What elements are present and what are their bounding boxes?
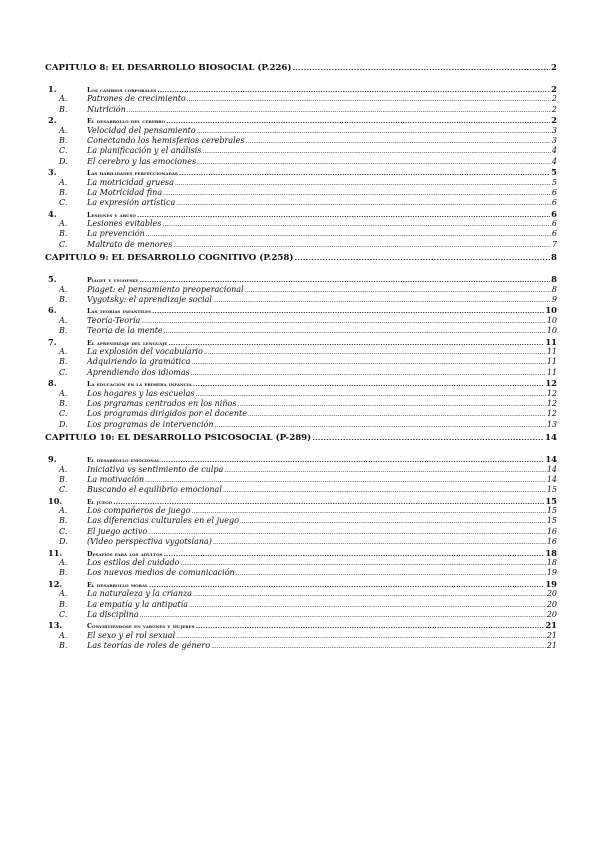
page-number: 14: [546, 464, 557, 474]
toc-subsection[interactable]: [45, 178, 557, 188]
page-number: 21: [546, 630, 557, 640]
toc-section[interactable]: [45, 84, 557, 94]
leader-dots: [179, 174, 550, 175]
toc-subsection[interactable]: [45, 537, 557, 547]
page-number: 12: [546, 388, 557, 398]
page-number: 2: [551, 115, 557, 126]
subsection-letter: B.: [59, 326, 68, 336]
subsection-letter: B.: [59, 599, 68, 609]
toc-subsection[interactable]: [45, 188, 557, 198]
section-number: 2.: [48, 115, 57, 126]
toc-section[interactable]: [45, 167, 557, 177]
leader-dots: [127, 111, 551, 112]
leader-dots: [292, 69, 550, 70]
toc-subsection[interactable]: [45, 465, 557, 475]
section-number: 13.: [48, 620, 63, 631]
subsection-letter: B.: [59, 516, 68, 526]
subsection-letter: A.: [59, 558, 68, 568]
subsection-letter: A.: [59, 346, 68, 356]
section-number: 8.: [48, 378, 57, 389]
subsection-title: La planificación y el análisis: [87, 146, 202, 156]
leader-dots: [148, 533, 546, 534]
toc-subsection[interactable]: [45, 368, 557, 378]
section-title: Piaget y vygotsky: [87, 277, 139, 285]
page-number: 13: [546, 419, 557, 429]
leader-dots: [248, 415, 546, 416]
subsection-title: (Video perspectiva vygotsiana): [87, 537, 212, 547]
subsection-title: Patrones de crecimiento: [87, 94, 186, 104]
page-number: 6: [551, 219, 557, 229]
leader-dots: [157, 91, 550, 92]
leader-dots: [146, 235, 551, 236]
leader-dots: [189, 606, 546, 607]
page-number: 19: [546, 568, 557, 578]
toc-section[interactable]: [45, 496, 557, 506]
page-number: 12: [546, 409, 557, 419]
toc-subsection[interactable]: [45, 126, 557, 136]
leader-dots: [237, 405, 545, 406]
subsection-title: Maltrato de menores: [87, 239, 173, 249]
leader-dots: [176, 204, 551, 205]
page-number: 2: [551, 94, 557, 104]
page-number: 6: [551, 198, 557, 208]
toc-subsection[interactable]: [45, 399, 557, 409]
section-title: La educación en la primera infancia: [87, 381, 192, 389]
subsection-title: Los hogares y las escuelas: [87, 388, 195, 398]
page-number: 20: [546, 589, 557, 599]
toc-subsection[interactable]: [45, 389, 557, 399]
page-number: 11: [546, 367, 557, 377]
toc-subsection[interactable]: [45, 198, 557, 208]
leader-dots: [223, 491, 546, 492]
section-number: 9.: [48, 454, 57, 465]
toc-subsection[interactable]: [45, 409, 557, 419]
section-number: 5.: [48, 274, 57, 285]
toc-subsection[interactable]: [45, 506, 557, 516]
leader-dots: [180, 564, 545, 565]
subsection-title: Adquiriendo la gramática: [87, 357, 191, 367]
subsection-letter: B.: [59, 641, 68, 651]
subsection-letter: B.: [59, 474, 68, 484]
subsection-title: La disciplina: [87, 609, 139, 619]
toc-subsection[interactable]: [45, 610, 557, 620]
subsection-letter: A.: [59, 219, 68, 229]
leader-dots: [202, 152, 551, 153]
page-number: 18: [546, 558, 557, 568]
subsection-letter: B.: [59, 295, 68, 305]
subsection-letter: C.: [59, 239, 68, 249]
leader-dots: [213, 543, 546, 544]
page-number: 11: [545, 336, 557, 347]
page-number: 7: [551, 239, 557, 249]
leader-dots: [168, 344, 544, 345]
toc-subsection[interactable]: [45, 641, 557, 651]
leader-dots: [187, 100, 551, 101]
section-title: Las teorías infantiles: [87, 308, 151, 316]
section-title: Lesiones y abuso: [87, 211, 136, 219]
section-title: Las habilidades perfeccionadas: [87, 170, 178, 178]
page-number: 2: [551, 104, 557, 114]
toc-section[interactable]: [45, 378, 557, 388]
subsection-letter: A.: [59, 284, 68, 294]
toc-subsection[interactable]: [45, 146, 557, 156]
toc-chapter[interactable]: [45, 433, 557, 448]
subsection-title: Los compañeros de juego: [87, 506, 191, 516]
page-number: 4: [551, 146, 557, 156]
leader-dots: [161, 461, 545, 462]
toc-section[interactable]: [45, 209, 557, 219]
subsection-title: El sexo y el rol sexual: [87, 630, 176, 640]
leader-dots: [145, 481, 546, 482]
section-number: 6.: [48, 305, 57, 316]
toc-subsection[interactable]: [45, 600, 557, 610]
subsection-title: La explosión del vocabulario: [87, 346, 203, 356]
toc-subsection[interactable]: [45, 136, 557, 146]
subsection-letter: B.: [59, 187, 68, 197]
toc-section[interactable]: [45, 274, 557, 284]
subsection-title: Las teorías de roles de género: [87, 641, 211, 651]
page-number: 8: [551, 284, 557, 294]
subsection-letter: B.: [59, 568, 68, 578]
toc-subsection[interactable]: [45, 357, 557, 367]
leader-dots: [149, 586, 544, 587]
subsection-title: Piaget: el pensamiento preoperacional: [87, 284, 244, 294]
subsection-letter: B.: [59, 229, 68, 239]
subsection-letter: A.: [59, 464, 68, 474]
page-number: 10: [546, 315, 557, 325]
section-title: El juego: [87, 498, 113, 506]
subsection-title: La naturaleza y la crianza: [87, 589, 193, 599]
subsection-title: El cerebro y las emociones: [87, 156, 197, 166]
page-number: 11: [546, 346, 557, 356]
toc-subsection[interactable]: [45, 285, 557, 295]
page-number: 12: [545, 378, 557, 389]
leader-dots: [162, 225, 551, 226]
subsection-letter: C.: [59, 526, 68, 536]
toc-chapter[interactable]: [45, 253, 557, 268]
leader-dots: [140, 616, 546, 617]
leader-dots: [196, 395, 546, 396]
leader-dots: [224, 471, 546, 472]
leader-dots: [245, 291, 551, 292]
subsection-letter: C.: [59, 485, 68, 495]
subsection-title: Velocidad del pensamiento: [87, 125, 196, 135]
page-number: 12: [546, 398, 557, 408]
toc-section[interactable]: [45, 305, 557, 315]
leader-dots: [164, 555, 545, 556]
subsection-title: La motricidad gruesa: [87, 177, 174, 187]
section-title: El desarrollo moral: [87, 581, 148, 589]
subsection-title: Iniciativa vs sentimiento de culpa: [87, 464, 224, 474]
page-number: 15: [546, 485, 557, 495]
toc-subsection[interactable]: [45, 295, 557, 305]
toc-subsection[interactable]: [45, 219, 557, 229]
subsection-letter: A.: [59, 177, 68, 187]
page-number: 8: [551, 253, 557, 264]
section-number: 3.: [48, 167, 57, 178]
subsection-letter: D.: [59, 419, 68, 429]
subsection-letter: C.: [59, 367, 68, 377]
leader-dots: [236, 574, 546, 575]
section-title: Los cambios corporales: [87, 87, 157, 94]
subsection-letter: D.: [59, 537, 68, 547]
subsection-title: Teoría de la mente: [87, 326, 163, 336]
page-number: 9: [551, 295, 557, 305]
toc-subsection[interactable]: [45, 527, 557, 537]
leader-dots: [197, 132, 551, 133]
toc-subsection[interactable]: [45, 94, 557, 104]
leader-dots: [152, 312, 544, 313]
chapter-title: CAPÍTULO 8: EL DESARROLLO BIOSOCIAL (P.226): [45, 63, 292, 73]
leader-dots: [137, 216, 550, 217]
toc-section[interactable]: [45, 579, 557, 589]
page-number: 4: [551, 156, 557, 166]
leader-dots: [215, 426, 546, 427]
page-number: 16: [546, 526, 557, 536]
section-title: Convirtiéndose en varones y mujeres: [87, 623, 195, 631]
page-number: 21: [545, 620, 557, 631]
leader-dots: [191, 374, 546, 375]
leader-dots: [139, 281, 550, 282]
subsection-letter: B.: [59, 104, 68, 114]
section-number: 12.: [48, 578, 63, 589]
leader-dots: [193, 595, 546, 596]
chapter-title: CAPÍTULO 10: EL DESARROLLO PSICOSOCIAL (P-289): [45, 433, 312, 444]
page-number: 6: [551, 208, 557, 219]
section-number: 1.: [48, 84, 57, 94]
subsection-title: Lesiones evitables: [87, 219, 162, 229]
leader-dots: [164, 332, 546, 333]
page-number: 18: [545, 547, 557, 558]
toc-subsection[interactable]: [45, 589, 557, 599]
page-number: 6: [551, 229, 557, 239]
page-number: 11: [546, 357, 557, 367]
subsection-title: La empatía y la antipatía: [87, 599, 188, 609]
subsection-title: La prevención: [87, 229, 145, 239]
section-title: El desarrollo emocional: [87, 457, 160, 465]
page-number: 14: [545, 433, 557, 444]
subsection-title: Los programas de intervención: [87, 419, 214, 429]
subsection-letter: A.: [59, 315, 68, 325]
subsection-title: Vygotsky: el aprendizaje social: [87, 295, 212, 305]
leader-dots: [141, 322, 546, 323]
leader-dots: [294, 259, 550, 260]
page-number: 20: [546, 609, 557, 619]
toc-subsection[interactable]: [45, 157, 557, 167]
leader-dots: [113, 503, 544, 504]
toc-subsection[interactable]: [45, 631, 557, 641]
subsection-title: Nutrición: [87, 104, 126, 114]
subsection-title: La expresión artística: [87, 198, 176, 208]
page-number: 3: [551, 135, 557, 145]
page-number: 2: [551, 63, 557, 73]
leader-dots: [211, 647, 546, 648]
toc-subsection[interactable]: [45, 326, 557, 336]
page-number: 14: [546, 474, 557, 484]
page-number: 2: [551, 84, 557, 94]
section-number: 4.: [48, 208, 57, 219]
leader-dots: [240, 522, 546, 523]
leader-dots: [312, 439, 544, 440]
section-title: El desarrollo del cerebro: [87, 118, 166, 126]
subsection-title: Teoría-Teoría: [87, 315, 141, 325]
subsection-title: El juego activo: [87, 526, 148, 536]
page-number: 6: [551, 187, 557, 197]
page-number: 16: [546, 537, 557, 547]
subsection-title: Los estilos del cuidado: [87, 558, 180, 568]
subsection-letter: B.: [59, 398, 68, 408]
section-title: Desafíos para los adultos: [87, 550, 163, 558]
page-number: 8: [551, 274, 557, 285]
subsection-letter: C.: [59, 409, 68, 419]
section-title: El aprendizaje del lenguaje: [87, 339, 168, 347]
page-number: 10: [545, 305, 557, 316]
toc-subsection[interactable]: [45, 516, 557, 526]
section-number: 11.: [48, 547, 63, 558]
subsection-letter: A.: [59, 388, 68, 398]
table-of-contents: [45, 60, 557, 652]
page-number: 21: [546, 641, 557, 651]
leader-dots: [197, 163, 551, 164]
subsection-letter: C.: [59, 146, 68, 156]
subsection-title: La Motricidad fina: [87, 187, 163, 197]
subsection-title: Los nuevos medios de comunicación: [87, 568, 235, 578]
toc-section[interactable]: [45, 115, 557, 125]
toc-section[interactable]: [45, 337, 557, 347]
toc-subsection[interactable]: [45, 568, 557, 578]
subsection-title: Los prgramas centrados en los niños: [87, 398, 237, 408]
leader-dots: [204, 353, 546, 354]
subsection-title: Aprendiendo dos idiomas: [87, 367, 190, 377]
toc-subsection[interactable]: [45, 420, 557, 430]
section-number: 7.: [48, 336, 57, 347]
leader-dots: [166, 122, 550, 123]
leader-dots: [173, 246, 551, 247]
subsection-letter: A.: [59, 630, 68, 640]
subsection-letter: A.: [59, 589, 68, 599]
toc-subsection[interactable]: [45, 347, 557, 357]
leader-dots: [191, 363, 545, 364]
page-number: 14: [545, 454, 557, 465]
leader-dots: [193, 385, 545, 386]
page-number: 15: [546, 516, 557, 526]
toc-subsection[interactable]: [45, 229, 557, 239]
section-number: 10.: [48, 495, 63, 506]
leader-dots: [246, 142, 551, 143]
page-number: 5: [551, 177, 557, 187]
page-number: 5: [551, 167, 557, 178]
leader-dots: [213, 301, 551, 302]
subsection-letter: D.: [59, 156, 68, 166]
subsection-letter: A.: [59, 125, 68, 135]
toc-subsection[interactable]: [45, 105, 557, 115]
page-number: 19: [545, 578, 557, 589]
chapter-title: CAPÍTULO 9: EL DESARROLLO COGNITIVO (P.258): [45, 253, 294, 264]
subsection-title: Los programas dirigidos por el docente: [87, 409, 247, 419]
toc-subsection[interactable]: [45, 485, 557, 495]
toc-section[interactable]: [45, 548, 557, 558]
subsection-letter: C.: [59, 198, 68, 208]
page-number: 3: [551, 125, 557, 135]
subsection-letter: C.: [59, 609, 68, 619]
leader-dots: [191, 512, 545, 513]
page-number: 20: [546, 599, 557, 609]
leader-dots: [163, 194, 551, 195]
toc-section[interactable]: [45, 454, 557, 464]
subsection-letter: B.: [59, 357, 68, 367]
leader-dots: [175, 184, 551, 185]
subsection-title: Buscando el equilibrio emocional: [87, 485, 222, 495]
toc-subsection[interactable]: [45, 558, 557, 568]
toc-subsection[interactable]: [45, 316, 557, 326]
toc-subsection[interactable]: [45, 475, 557, 485]
toc-chapter[interactable]: [45, 63, 557, 78]
leader-dots: [176, 637, 546, 638]
subsection-title: Conectando los hemisferios cerebrales: [87, 135, 245, 145]
page-number: 15: [546, 506, 557, 516]
page-number: 10: [546, 326, 557, 336]
subsection-title: Las diferencias culturales en el juego: [87, 516, 239, 526]
leader-dots: [196, 627, 545, 628]
page-number: 15: [545, 495, 557, 506]
subsection-title: La motivación: [87, 474, 145, 484]
subsection-letter: A.: [59, 506, 68, 516]
subsection-letter: A.: [59, 94, 68, 104]
toc-section[interactable]: [45, 620, 557, 630]
subsection-letter: B.: [59, 135, 68, 145]
toc-subsection[interactable]: [45, 240, 557, 250]
